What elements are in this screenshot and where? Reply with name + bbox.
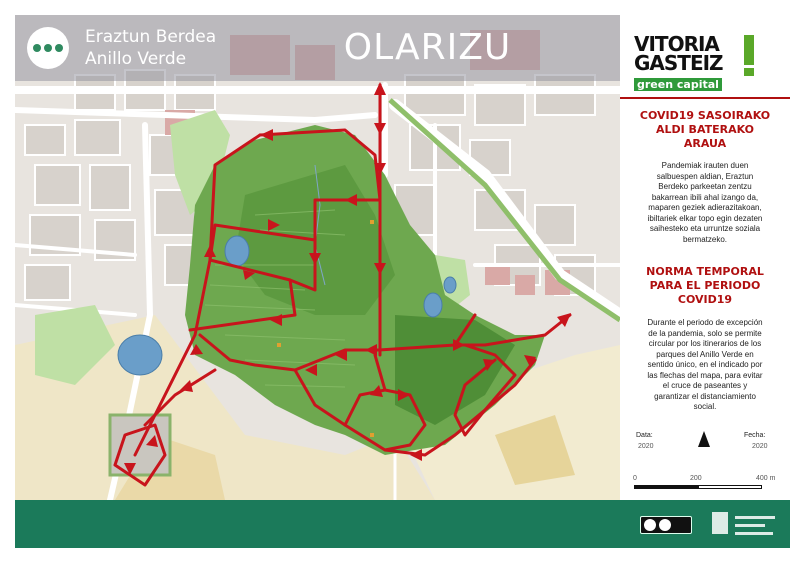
exclamation-dot-icon [744, 68, 754, 76]
brand-line-1: VITORIA [634, 32, 719, 56]
logo-dot [44, 44, 52, 52]
scale-tick-400: 400 m [756, 475, 776, 482]
map-canvas [15, 15, 620, 500]
notice-body-eu: Pandemiak irauten duen salbuespen aldian, Eraztun Berdeko parkeetan zentzu bakarrean ibili ahal izango da, maparen geziek adierazitakoan, ibiltariek elkar topo egin dezaten saihesteko eta urruntze soziala bermatzeko. [647, 161, 763, 244]
brand-line-2: GASTEIZ [634, 51, 723, 75]
north-arrow-icon [698, 431, 710, 447]
by-circle [659, 519, 671, 531]
notice-heading-eu: COVID19 SASOIRAKO ALDI BATERAKO ARAUA [639, 109, 771, 150]
scale-segment [634, 485, 698, 489]
org-logo-line [735, 532, 773, 535]
logo-dot [33, 44, 41, 52]
org-logo-line [735, 524, 765, 527]
cc-by-icon [640, 516, 692, 534]
map-area[interactable] [15, 15, 620, 500]
data-value: 2020 [638, 443, 654, 450]
city-shield-icon [712, 512, 728, 534]
scale-tick-0: 0 [633, 475, 637, 482]
notice-heading-es: NORMA TEMPORAL PARA EL PERIODO COVID19 [646, 265, 764, 306]
divider [620, 97, 790, 99]
notice-body-es: Durante el periodo de excepción de la pandemia, solo se permite circular por los itinerarios de los parques del Anillo Verde en sentido único, en el indicado por las flechas del mapa, para evitar el cruce de paseantes y garantizar el distanciamiento social. [647, 318, 763, 411]
exclamation-bar-icon [744, 35, 754, 65]
scale-segment [698, 485, 762, 489]
fecha-label: Fecha: [744, 432, 766, 439]
org-logo-line [735, 516, 775, 519]
ring-name-basque: Eraztun Berdea [85, 27, 217, 47]
ring-name-spanish: Anillo Verde [85, 49, 187, 69]
logo-dot [55, 44, 63, 52]
cc-circle [644, 519, 656, 531]
scale-bar [634, 485, 762, 489]
park-title: OLARIZU [343, 27, 512, 68]
green-ring-logo-icon [27, 27, 69, 69]
fecha-value: 2020 [752, 443, 768, 450]
scale-tick-200: 200 [690, 475, 702, 482]
brand-tagline: green capital [634, 78, 722, 91]
info-panel [620, 15, 790, 500]
data-label: Data: [636, 432, 653, 439]
